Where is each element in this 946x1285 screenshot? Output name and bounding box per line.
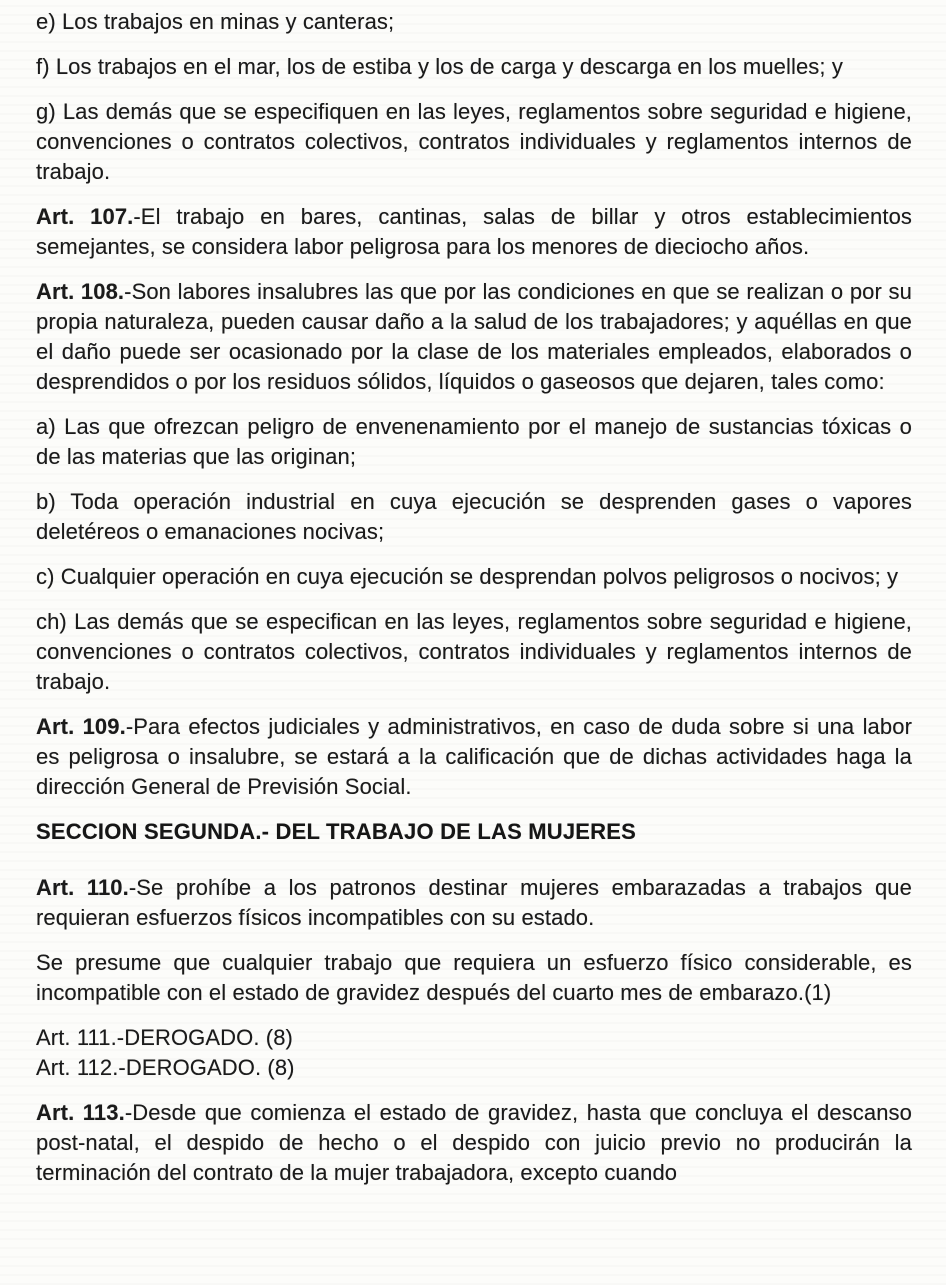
- paragraph-text: a) Las que ofrezcan peligro de envenenamiento por el manejo de sustancias tóxicas o de las materias que las originan;: [36, 414, 912, 469]
- paragraph-text: Se presume que cualquier trabajo que requiera un esfuerzo físico considerable, es incompatible con el estado de gravidez después del cuarto mes de embarazo.(1): [36, 950, 912, 1005]
- body-paragraph: [36, 487, 912, 547]
- paragraph-text: c) Cualquier operación en cuya ejecución se desprendan polvos peligrosos o nocivos; y: [36, 564, 899, 589]
- body-paragraph: [36, 412, 912, 472]
- article-number: Art. 110.: [36, 875, 129, 900]
- section-heading: SECCION SEGUNDA.- DEL TRABAJO DE LAS MUJERES: [36, 819, 637, 844]
- article-number: Art. 113.: [36, 1100, 125, 1125]
- paragraph-text: g) Las demás que se especifiquen en las leyes, reglamentos sobre seguridad e higiene, convenciones o contratos colectivos, contratos individuales y reglamentos internos de trabajo.: [36, 99, 912, 184]
- article-number: Art. 108.: [36, 279, 125, 304]
- paragraph-text: -El trabajo en bares, cantinas, salas de billar y otros establecimientos semejantes, se considera labor peligrosa para los menores de dieciocho años.: [36, 204, 913, 259]
- derogated-article-line: Art. 111.-DEROGADO. (8): [36, 1025, 293, 1050]
- derogated-articles-block: [36, 1023, 912, 1083]
- paragraph-text: -Para efectos judiciales y administrativos, en caso de duda sobre si una labor es peligrosa o insalubre, se estará a la calificación que de dichas actividades haga la dirección General de Previsión Social.: [36, 714, 912, 799]
- paragraph-text: -Son labores insalubres las que por las condiciones en que se realizan o por su propia naturaleza, pueden causar daño a la salud de los trabajadores; y aquéllas en que el daño puede ser ocasionado por la clase de los materiales empleados, elaborados o desprendidos o por los residuos sólidos, líquidos o gaseosos que dejaren, tales como:: [36, 279, 912, 394]
- article-paragraph: [36, 873, 912, 933]
- article-paragraph: [36, 277, 912, 397]
- derogated-article-line: Art. 112.-DEROGADO. (8): [36, 1055, 295, 1080]
- article-number: Art. 109.: [36, 714, 126, 739]
- paragraph-text: -Desde que comienza el estado de gravidez, hasta que concluya el descanso post-natal, el despido de hecho o el despido con juicio previo no producirán la terminación del contrato de la mujer trabajadora, excepto cuando: [36, 1100, 912, 1185]
- body-paragraph: [36, 7, 912, 37]
- body-paragraph: [36, 607, 912, 697]
- article-paragraph: [36, 202, 912, 262]
- document-body: [36, 7, 912, 1188]
- paragraph-text: b) Toda operación industrial en cuya ejecución se desprenden gases o vapores deletéreos o emanaciones nocivas;: [36, 489, 912, 544]
- body-paragraph: [36, 52, 912, 82]
- body-paragraph: [36, 948, 912, 1008]
- paragraph-text: ch) Las demás que se especifican en las leyes, reglamentos sobre seguridad e higiene, convenciones o contratos colectivos, contratos individuales y reglamentos internos de trabajo.: [36, 609, 912, 694]
- body-paragraph: [36, 97, 912, 187]
- body-paragraph: [36, 562, 912, 592]
- article-paragraph: [36, 1098, 912, 1188]
- paragraph-text: e) Los trabajos en minas y canteras;: [36, 9, 395, 34]
- article-number: Art. 107.: [36, 204, 134, 229]
- paragraph-text: -Se prohíbe a los patronos destinar mujeres embarazadas a trabajos que requieran esfuerzos físicos incompatibles con su estado.: [36, 875, 912, 930]
- paragraph-text: f) Los trabajos en el mar, los de estiba y los de carga y descarga en los muelles; y: [36, 54, 843, 79]
- article-paragraph: [36, 712, 912, 802]
